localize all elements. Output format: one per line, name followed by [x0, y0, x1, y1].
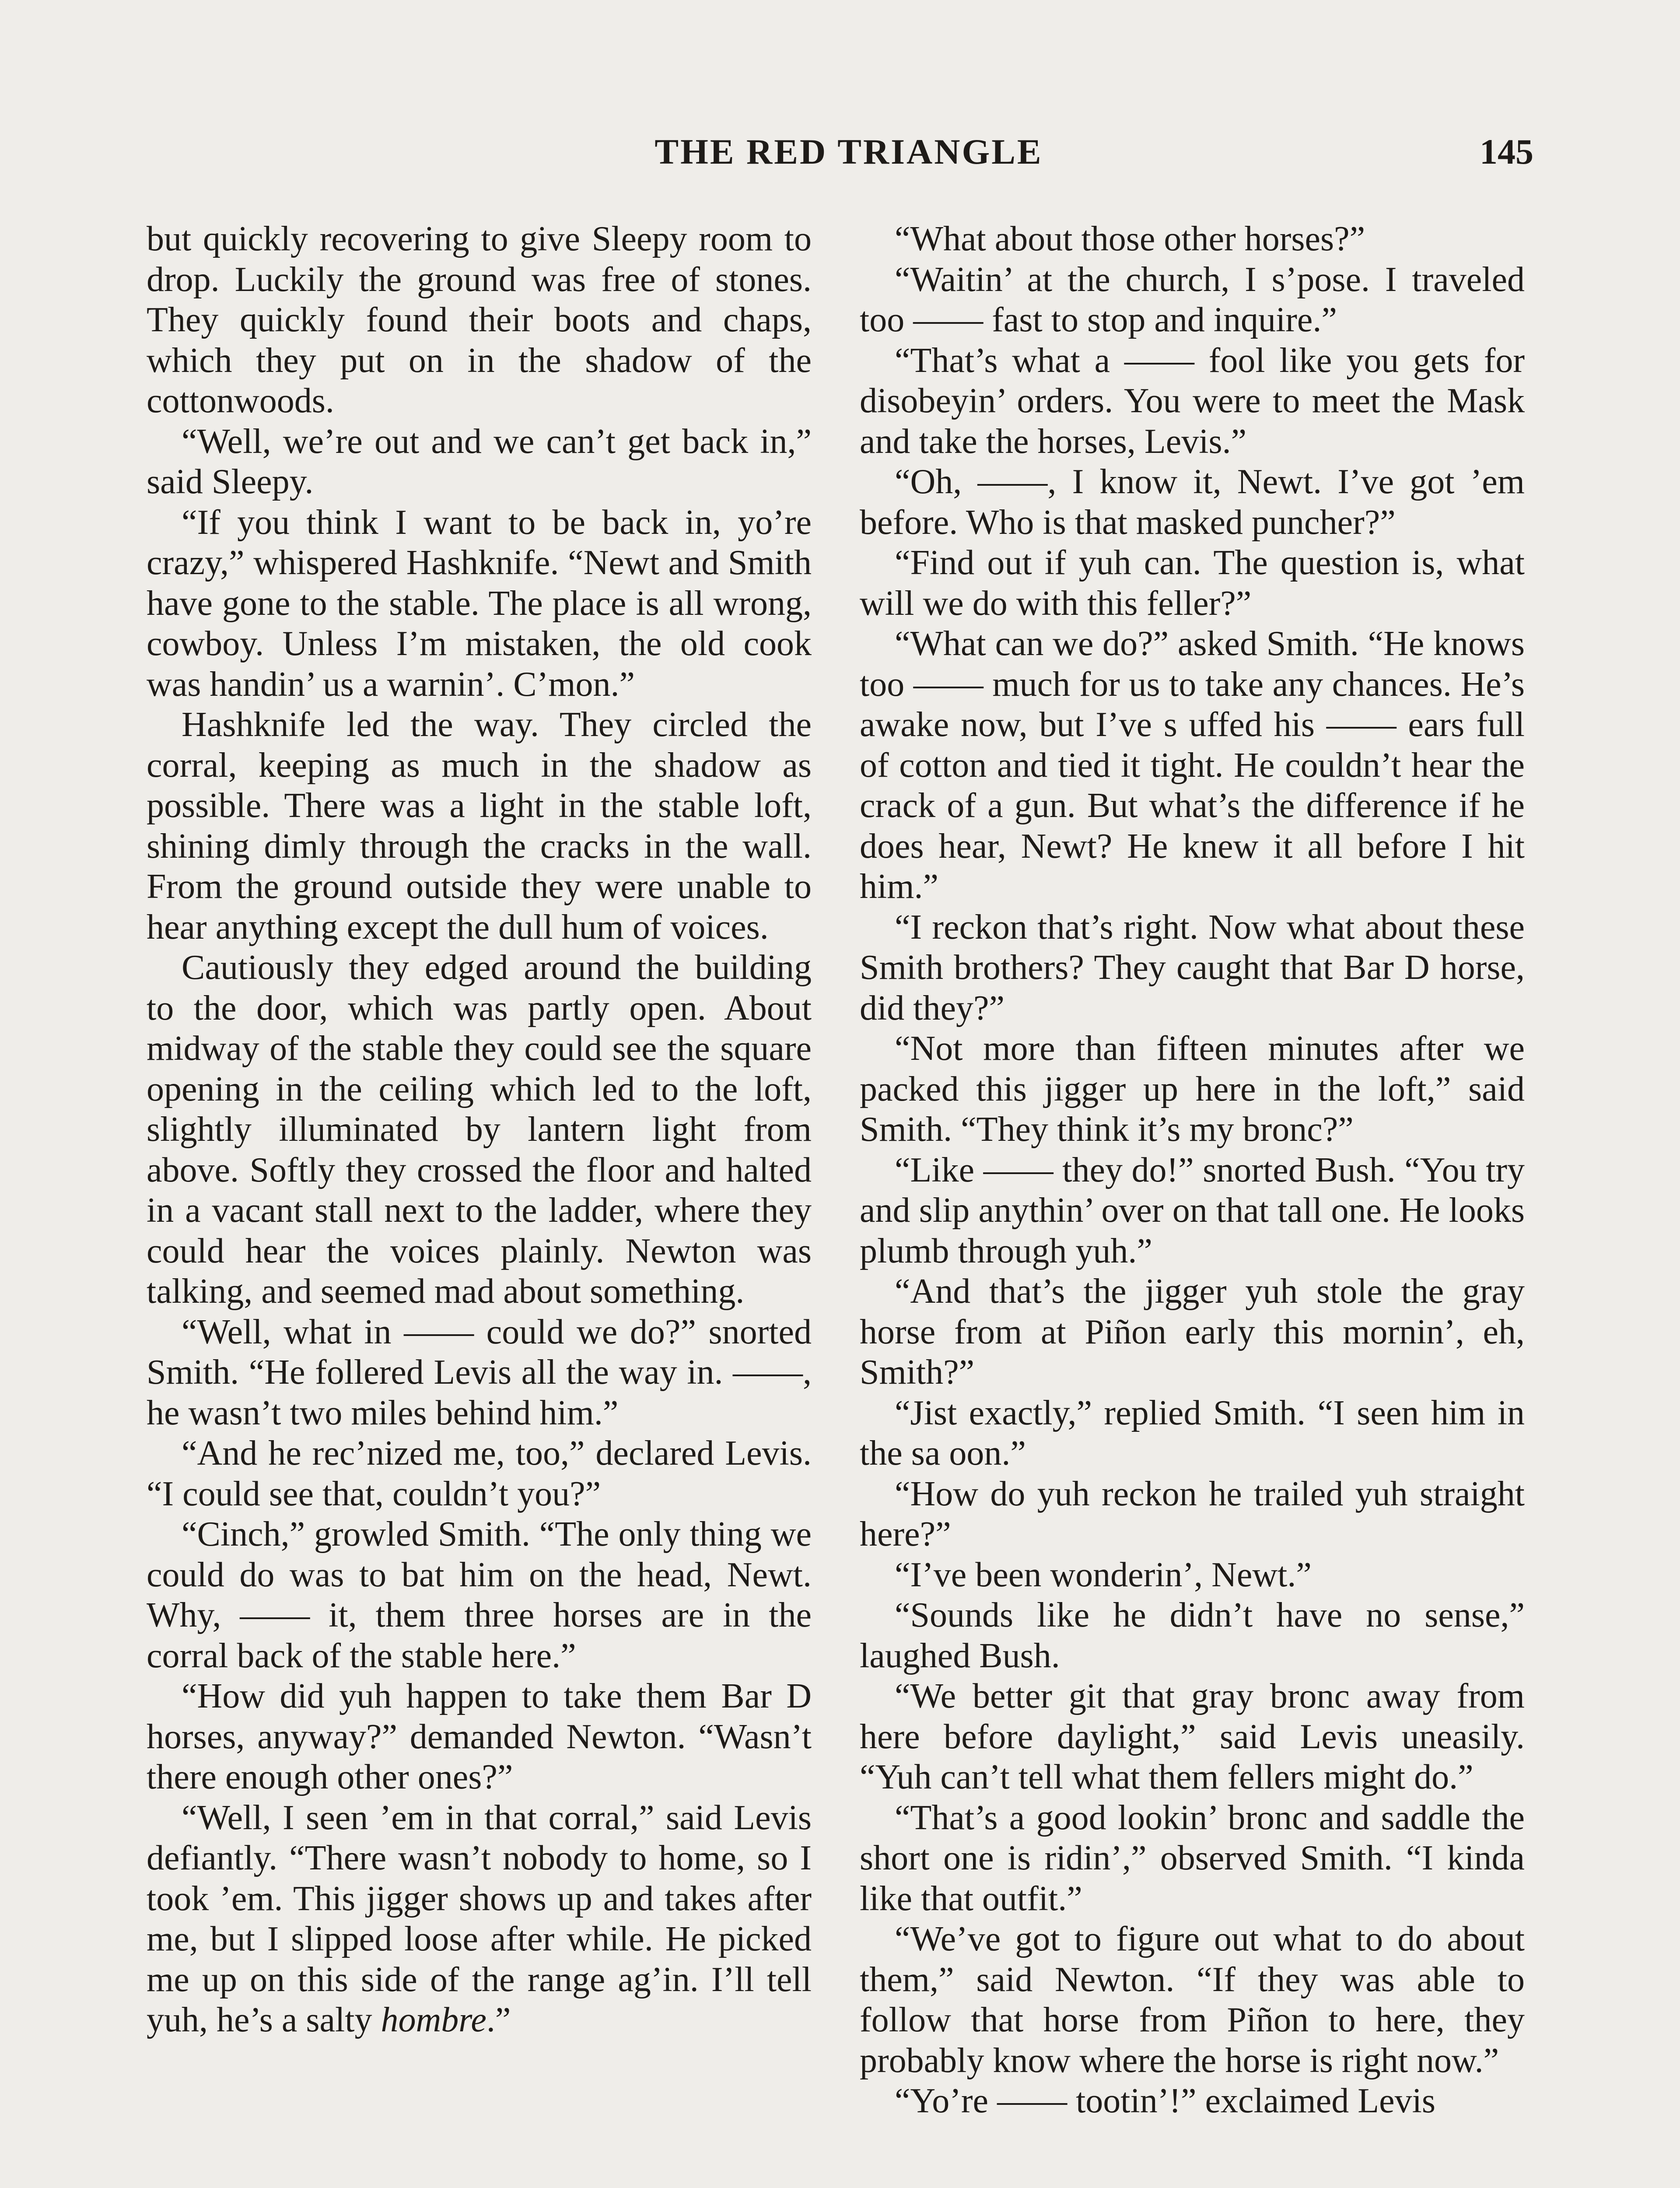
paragraph: “Well, what in —— could we do?” snorted Smith. “He follered Levis all the way in. ——, he wasn’t two miles behind him.”	[147, 1312, 812, 1432]
paragraph: “And he rec’nized me, too,” declared Levis. “I could see that, couldn’t you?”	[147, 1434, 812, 1513]
paragraph: “I reckon that’s right. Now what about these Smith brothers? They caught that Bar D horse, did they?”	[860, 908, 1525, 1027]
page-number: 145	[1480, 132, 1533, 172]
running-head: THE RED TRIANGLE	[654, 132, 1043, 172]
page-header	[0, 131, 1680, 179]
right-column	[860, 219, 1525, 2121]
paragraph: “How do yuh reckon he trailed yuh straight here?”	[860, 1474, 1525, 1553]
paragraph: “If you think I want to be back in, yo’re crazy,” whispered Hashknife. “Newt and Smith have gone to the stable. The place is all wrong, cowboy. Unless I’m mistaken, the old cook was handin’ us a warnin’. C’mon.”	[147, 503, 812, 704]
paragraph: “Like —— they do!” snorted Bush. “You try and slip anythin’ over on that tall one. He looks plumb through yuh.”	[860, 1150, 1525, 1270]
paragraph: “That’s a good lookin’ bronc and saddle the short one is ridin’,” observed Smith. “I kinda like that outfit.”	[860, 1798, 1525, 1918]
paragraph: “What about those other horses?”	[895, 220, 1365, 258]
italic-word: hombre	[381, 2001, 486, 2039]
paragraph: “Sounds like he didn’t have no sense,” laughed Bush.	[860, 1596, 1525, 1675]
paragraph: “Oh, ——, I know it, Newt. I’ve got ’em before. Who is that masked puncher?”	[860, 463, 1525, 542]
paragraph: “Waitin’ at the church, I s’pose. I traveled too —— fast to stop and inquire.”	[860, 260, 1525, 339]
paragraph: “Well, I seen ’em in that corral,” said Levis defiantly. “There wasn’t nobody to home, so I took ’em. This jigger shows up and takes after me, but I slipped loose after while. He picked me up on this side of the range ag’in. I’ll tell yuh, he’s a salty hombre.”	[147, 1798, 812, 2039]
paragraph: “And that’s the jigger yuh stole the gray horse from at Piñon early this mornin’, eh, Smith?”	[860, 1272, 1525, 1392]
paragraph: “I’ve been wonderin’, Newt.”	[895, 1555, 1312, 1594]
paragraph: Cautiously they edged around the building to the door, which was partly open. About midway of the stable they could see the square opening in the ceiling which led to the loft, slightly illuminated by lantern light from above. Softly they crossed the floor and halted in a vacant stall next to the ladder, where they could hear the voices plainly. Newton was talking, and seemed mad about something.	[147, 948, 812, 1311]
paragraph: “Jist exactly,” replied Smith. “I seen him in the sa oon.”	[860, 1393, 1525, 1473]
paragraph: “That’s what a —— fool like you gets for disobeyin’ orders. You were to meet the Mask and take the horses, Levis.”	[860, 341, 1525, 461]
paragraph: “We’ve got to figure out what to do about them,” said Newton. “If they was able to follow that horse from Piñon to here, they probably know where the horse is right now.”	[860, 1920, 1525, 2080]
paragraph: “Find out if yuh can. The question is, what will we do with this feller?”	[860, 543, 1525, 623]
paragraph: “How did yuh happen to take them Bar D horses, anyway?” demanded Newton. “Wasn’t there enough other ones?”	[147, 1677, 812, 1796]
paragraph: “Not more than fifteen minutes after we packed this jigger up here in the loft,” said Smith. “They think it’s my bronc?”	[860, 1029, 1525, 1149]
left-column	[147, 219, 812, 2041]
paragraph: “Yo’re —— tootin’!” exclaimed Levis	[895, 2082, 1435, 2120]
paragraph: “What can we do?” asked Smith. “He knows too —— much for us to take any chances. He’s awake now, but I’ve s uffed his —— ears full of cotton and tied it tight. He couldn’t hear the crack of a gun. But what’s the difference if he does hear, Newt? He knew it all before I hit him.”	[860, 624, 1525, 906]
paragraph: Hashknife led the way. They circled the corral, keeping as much in the shadow as possible. There was a light in the stable loft, shining dimly through the cracks in the wall. From the ground outside they were unable to hear anything except the dull hum of voices.	[147, 705, 812, 947]
paragraph: “Cinch,” growled Smith. “The only thing we could do was to bat him on the head, Newt. Why, —— it, them three horses are in the corral back of the stable here.”	[147, 1515, 812, 1675]
paragraph: but quickly recovering to give Sleepy room to drop. Luckily the ground was free of stones. They quickly found their boots and chaps, which they put on in the shadow of the cottonwoods.	[147, 220, 812, 420]
paragraph: “Well, we’re out and we can’t get back in,” said Sleepy.	[147, 422, 812, 501]
paragraph: “We better git that gray bronc away from here before daylight,” said Levis uneasily. “Yuh can’t tell what them fellers might do.”	[860, 1677, 1525, 1796]
